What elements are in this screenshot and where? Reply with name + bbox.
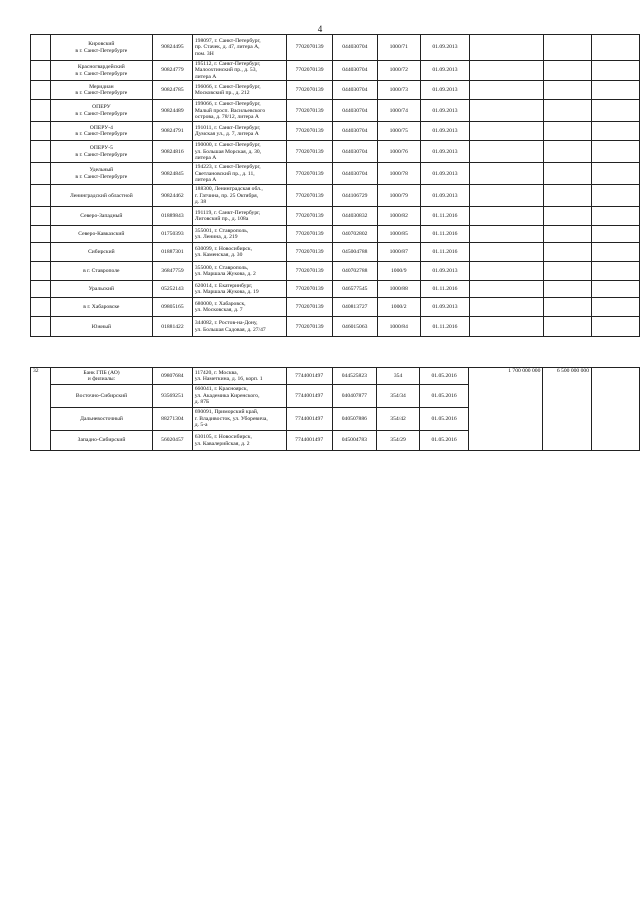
reg-number-cell: 1000/79 (377, 185, 420, 207)
row-number-cell (31, 207, 51, 226)
row-number-cell (31, 141, 51, 163)
address-cell: 344082, г. Ростов-на-Дону, ул. Большая Садовая, д. 27/47 (192, 317, 286, 337)
okpo-code-cell: 88271304 (152, 408, 192, 431)
bank-gpb-table (30, 367, 640, 451)
address-cell: 195112, г. Санкт-Петербург, Малоохтинский пр., д. 53, литера А (192, 61, 286, 81)
inn-cell: 7702070139 (287, 35, 333, 61)
amount-cell (543, 317, 591, 337)
branch-name-cell: Сибирский (50, 243, 152, 262)
bik-cell: 040702802 (332, 226, 377, 243)
okpo-code-cell: 90824785 (153, 81, 193, 100)
okpo-code-cell: 01887301 (153, 243, 193, 262)
row-number-cell (31, 262, 51, 281)
branch-name-cell: Южный (50, 317, 152, 337)
row-number-cell (31, 243, 51, 262)
bik-cell: 046015063 (332, 317, 377, 337)
address-cell: 630105, г. Новосибирск, ул. Кавалерийская, д. 2 (192, 431, 286, 451)
address-cell: 196066, г. Санкт-Петербург, Московский пр., д. 212 (192, 81, 286, 100)
table-row (31, 262, 640, 281)
branch-name-cell: Меридиан в г. Санкт-Петербурге (50, 81, 152, 100)
amount-cell (470, 262, 544, 281)
address-cell: 188300, Ленинградская обл., г. Гатчина, пр. 25 Октября, д. 38 (192, 185, 286, 207)
bik-cell: 046577545 (332, 281, 377, 298)
branch-name-cell: ОПЕРУ-4 в г. Санкт-Петербурге (50, 122, 152, 141)
amount-cell (470, 185, 544, 207)
branch-name-cell: Удельный в г. Санкт-Петербурге (50, 163, 152, 185)
bik-cell: 040507886 (332, 408, 377, 431)
okpo-code-cell: 90824779 (153, 61, 193, 81)
address-cell: 680000, г. Хабаровск, ул. Московская, д. 7 (192, 298, 286, 317)
address-cell: 191011, г. Санкт-Петербург, Думская ул., д. 7, литера А (192, 122, 286, 141)
branch-name-cell: Северо-Западный (50, 207, 152, 226)
branch-name-cell: Западно-Сибирский (51, 431, 153, 451)
branch-name-cell: Северо-Кавказский (50, 226, 152, 243)
reg-number-cell: 1000/88 (377, 281, 420, 298)
date-cell: 01.09.2013 (420, 141, 469, 163)
okpo-code-cell: 09807684 (152, 368, 192, 385)
date-cell: 01.09.2013 (420, 262, 469, 281)
address-cell: 117420, г. Москва, ул. Наметкина, д. 16, корп. 1 (192, 368, 286, 385)
amount-cell (470, 35, 544, 61)
okpo-code-cell: 01750393 (153, 226, 193, 243)
reg-number-cell: 1000/76 (377, 141, 420, 163)
date-cell: 01.05.2016 (420, 408, 469, 431)
empty-cell (591, 122, 639, 141)
empty-cell (591, 61, 639, 81)
table-row (31, 281, 640, 298)
empty-cell (591, 100, 639, 122)
address-cell: 198097, г. Санкт-Петербург, пр. Стачек, д. 47, литера А, пом. 3Н (192, 35, 286, 61)
okpo-code-cell: 56020457 (152, 431, 192, 451)
amount-cell (543, 185, 591, 207)
amount-cell (543, 35, 591, 61)
inn-cell: 7702070139 (287, 207, 333, 226)
branch-name-cell: ОПЕРУ в г. Санкт-Петербурге (50, 100, 152, 122)
reg-number-cell: 1000/9 (377, 262, 420, 281)
reg-number-cell: 1000/85 (377, 226, 420, 243)
row-number-cell (31, 100, 51, 122)
table-row (31, 81, 640, 100)
amount-cell: 1 700 000 000 (469, 368, 543, 451)
empty-cell (591, 81, 639, 100)
branch-name-cell: Уральский (50, 281, 152, 298)
address-cell: 690091, Приморский край, г. Владивосток, ул. Уборевича, д. 5-а (192, 408, 286, 431)
inn-cell: 7744001497 (286, 408, 332, 431)
empty-cell (592, 368, 640, 451)
table-row (31, 185, 640, 207)
bik-cell: 045004788 (332, 243, 377, 262)
inn-cell: 7702070139 (287, 81, 333, 100)
inn-cell: 7702070139 (287, 122, 333, 141)
bik-cell: 044030704 (332, 61, 377, 81)
amount-cell (543, 61, 591, 81)
bik-cell: 040702788 (332, 262, 377, 281)
table-row (31, 243, 640, 262)
table-row (31, 298, 640, 317)
branch-name-cell: Банк ГПБ (АО) и филиалы: (51, 368, 153, 385)
date-cell: 01.11.2016 (420, 281, 469, 298)
row-number-cell: 32 (31, 368, 51, 451)
reg-number-cell: 1000/74 (377, 100, 420, 122)
bik-cell: 044030704 (332, 141, 377, 163)
reg-number-cell: 1000/75 (377, 122, 420, 141)
empty-cell (591, 163, 639, 185)
date-cell: 01.05.2016 (420, 431, 469, 451)
branch-name-cell: ОПЕРУ-5 в г. Санкт-Петербурге (50, 141, 152, 163)
empty-cell (591, 35, 639, 61)
table-row (31, 317, 640, 337)
address-cell: 199066, г. Санкт-Петербург, Малый просп. Васильевского острова, д. 78/12, литера А (192, 100, 286, 122)
okpo-code-cell: 90824495 (153, 35, 193, 61)
date-cell: 01.05.2016 (420, 368, 469, 385)
branch-table-continued (30, 34, 640, 337)
amount-cell (470, 207, 544, 226)
date-cell: 01.09.2013 (420, 298, 469, 317)
row-number-cell (31, 281, 51, 298)
reg-number-cell: 1000/78 (377, 163, 420, 185)
table-row (31, 207, 640, 226)
date-cell: 01.09.2013 (420, 81, 469, 100)
empty-cell (591, 226, 639, 243)
inn-cell: 7702070139 (287, 163, 333, 185)
date-cell: 01.11.2016 (420, 207, 469, 226)
okpo-code-cell: 09805165 (153, 298, 193, 317)
empty-cell (591, 281, 639, 298)
date-cell: 01.11.2016 (420, 226, 469, 243)
table-row (31, 368, 640, 385)
okpo-code-cell: 01889843 (153, 207, 193, 226)
address-cell: 355000, г. Ставрополь, ул. Маршала Жукова, д. 2 (192, 262, 286, 281)
bik-cell: 040813727 (332, 298, 377, 317)
inn-cell: 7702070139 (287, 141, 333, 163)
empty-cell (591, 262, 639, 281)
table-row (31, 226, 640, 243)
amount-cell (470, 141, 544, 163)
bik-cell: 044106729 (332, 185, 377, 207)
date-cell: 01.11.2016 (420, 243, 469, 262)
amount-cell (543, 122, 591, 141)
bik-cell: 044030832 (332, 207, 377, 226)
reg-number-cell: 1000/73 (377, 81, 420, 100)
amount-cell (470, 61, 544, 81)
okpo-code-cell: 36847759 (153, 262, 193, 281)
reg-number-cell: 354/34 (377, 385, 420, 408)
amount-cell (470, 226, 544, 243)
branch-name-cell: Дальневосточный (51, 408, 153, 431)
amount-cell (470, 100, 544, 122)
page-number: 4 (317, 24, 323, 34)
branch-name-cell: в г. Ставрополе (50, 262, 152, 281)
amount-cell (470, 298, 544, 317)
inn-cell: 7702070139 (287, 281, 333, 298)
inn-cell: 7702070139 (287, 226, 333, 243)
bik-cell: 044525823 (332, 368, 377, 385)
okpo-code-cell: 05252143 (153, 281, 193, 298)
row-number-cell (31, 81, 51, 100)
empty-cell (591, 243, 639, 262)
date-cell: 01.05.2016 (420, 385, 469, 408)
table-row (31, 100, 640, 122)
row-number-cell (31, 298, 51, 317)
row-number-cell (31, 122, 51, 141)
amount-cell (470, 317, 544, 337)
date-cell: 01.09.2013 (420, 35, 469, 61)
address-cell: 620014, г. Екатеринбург, ул. Маршала Жукова, д. 19 (192, 281, 286, 298)
branch-name-cell: Кировский в г. Санкт-Петербурге (50, 35, 152, 61)
empty-cell (591, 298, 639, 317)
empty-cell (591, 207, 639, 226)
amount-cell (543, 100, 591, 122)
amount-cell (543, 207, 591, 226)
date-cell: 01.09.2013 (420, 61, 469, 81)
amount-cell (543, 262, 591, 281)
amount-cell (543, 226, 591, 243)
amount-cell (543, 163, 591, 185)
okpo-code-cell: 93569251 (152, 385, 192, 408)
address-cell: 355001, г. Ставрополь, ул. Ленина, д. 219 (192, 226, 286, 243)
branch-name-cell: Ленинградский областной (50, 185, 152, 207)
inn-cell: 7702070139 (287, 262, 333, 281)
bik-cell: 040407877 (332, 385, 377, 408)
inn-cell: 7744001497 (286, 431, 332, 451)
okpo-code-cell: 90824845 (153, 163, 193, 185)
row-number-cell (31, 163, 51, 185)
row-number-cell (31, 226, 51, 243)
reg-number-cell: 1000/2 (377, 298, 420, 317)
bik-cell: 044030704 (332, 81, 377, 100)
branch-name-cell: Красногвардейский в г. Санкт-Петербурге (50, 61, 152, 81)
okpo-code-cell: 90824489 (153, 100, 193, 122)
address-cell: 190000, г. Санкт-Петербург, ул. Большая Морская, д. 30, литера А (192, 141, 286, 163)
table-row (31, 141, 640, 163)
amount-cell (543, 298, 591, 317)
inn-cell: 7744001497 (286, 385, 332, 408)
amount-cell (470, 81, 544, 100)
table-row (31, 61, 640, 81)
inn-cell: 7702070139 (287, 317, 333, 337)
reg-number-cell: 1000/71 (377, 35, 420, 61)
row-number-cell (31, 61, 51, 81)
reg-number-cell: 354/29 (377, 431, 420, 451)
branch-name-cell: Восточно-Сибирский (51, 385, 153, 408)
amount-cell: 6 500 000 000 (543, 368, 592, 451)
amount-cell (543, 141, 591, 163)
date-cell: 01.11.2016 (420, 317, 469, 337)
okpo-code-cell: 90824791 (153, 122, 193, 141)
date-cell: 01.09.2013 (420, 122, 469, 141)
date-cell: 01.09.2013 (420, 185, 469, 207)
reg-number-cell: 1000/84 (377, 317, 420, 337)
amount-cell (470, 163, 544, 185)
address-cell: 191119, г. Санкт-Петербург, Лиговский пр., д. 108а (192, 207, 286, 226)
inn-cell: 7702070139 (287, 185, 333, 207)
amount-cell (470, 122, 544, 141)
inn-cell: 7702070139 (287, 243, 333, 262)
date-cell: 01.09.2013 (420, 100, 469, 122)
amount-cell (470, 243, 544, 262)
address-cell: 194223, г. Санкт-Петербург, Светлановский пр., д. 11, литера А (192, 163, 286, 185)
empty-cell (591, 317, 639, 337)
reg-number-cell: 1000/72 (377, 61, 420, 81)
amount-cell (470, 281, 544, 298)
address-cell: 630099, г. Новосибирск, ул. Каменская, д. 30 (192, 243, 286, 262)
table-row (31, 35, 640, 61)
table-row (31, 122, 640, 141)
inn-cell: 7744001497 (286, 368, 332, 385)
branch-name-cell: в г. Хабаровске (50, 298, 152, 317)
address-cell: 660041, г. Красноярск, ул. Академика Киренского, д. 87Б (192, 385, 286, 408)
inn-cell: 7702070139 (287, 298, 333, 317)
bik-cell: 044030704 (332, 163, 377, 185)
amount-cell (543, 281, 591, 298)
empty-cell (591, 185, 639, 207)
inn-cell: 7702070139 (287, 100, 333, 122)
row-number-cell (31, 185, 51, 207)
bik-cell: 044030704 (332, 100, 377, 122)
reg-number-cell: 354/42 (377, 408, 420, 431)
bik-cell: 044030704 (332, 35, 377, 61)
reg-number-cell: 354 (377, 368, 420, 385)
reg-number-cell: 1000/82 (377, 207, 420, 226)
reg-number-cell: 1000/87 (377, 243, 420, 262)
bik-cell: 045004783 (332, 431, 377, 451)
inn-cell: 7702070139 (287, 61, 333, 81)
okpo-code-cell: 90824816 (153, 141, 193, 163)
okpo-code-cell: 90824462 (153, 185, 193, 207)
row-number-cell (31, 317, 51, 337)
table-row (31, 163, 640, 185)
amount-cell (543, 81, 591, 100)
empty-cell (591, 141, 639, 163)
row-number-cell (31, 35, 51, 61)
okpo-code-cell: 01881422 (153, 317, 193, 337)
amount-cell (543, 243, 591, 262)
bik-cell: 044030704 (332, 122, 377, 141)
date-cell: 01.09.2013 (420, 163, 469, 185)
